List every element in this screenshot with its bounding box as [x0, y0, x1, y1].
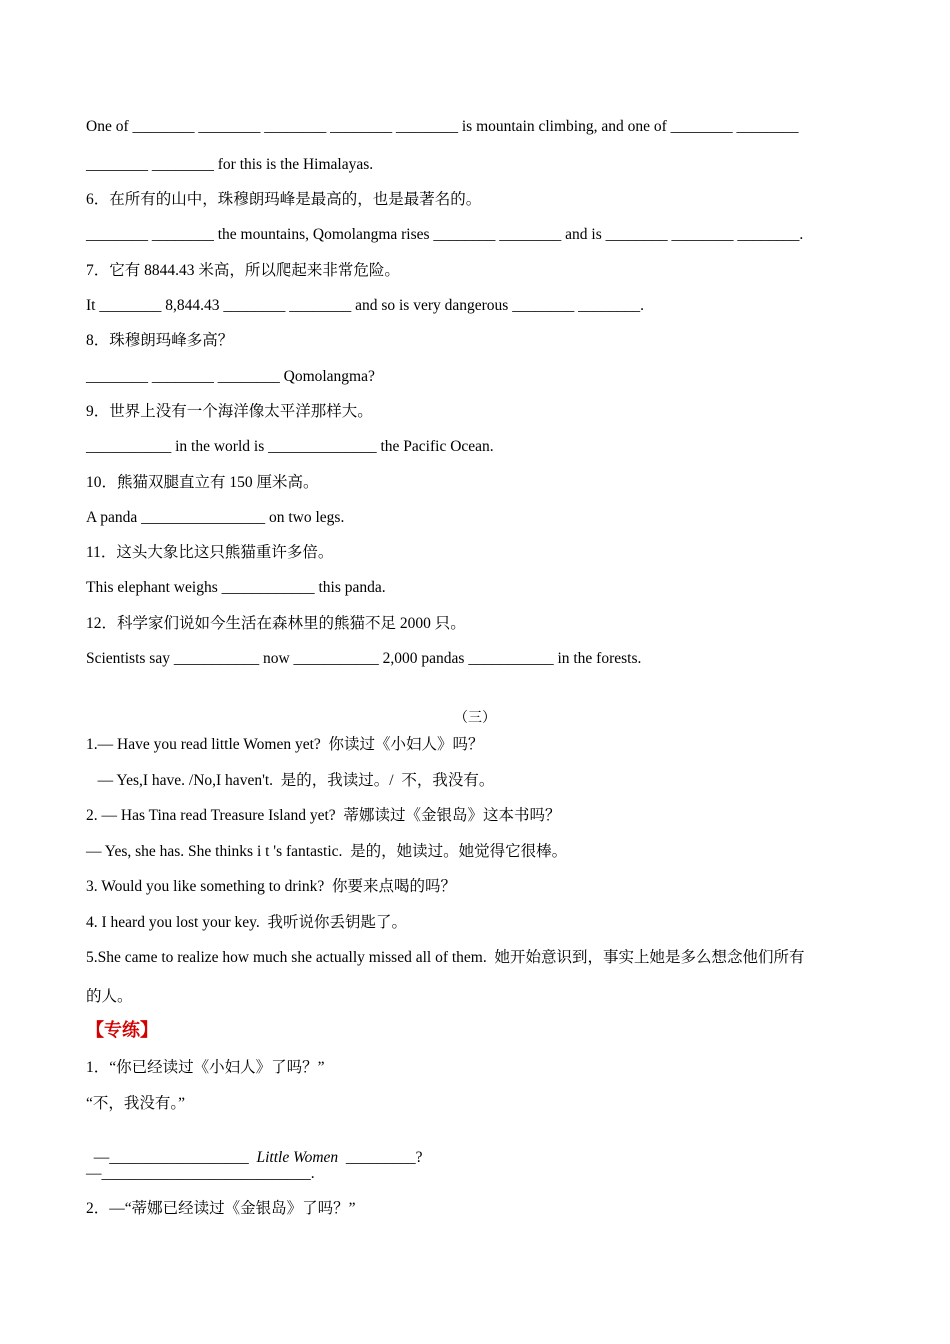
line-13: 11．这头大象比这只熊猫重许多倍。	[86, 544, 334, 561]
line-12: A panda ________________ on two legs.	[86, 509, 345, 526]
practice-q1-en-part-a: —__________________	[93, 1149, 257, 1166]
phrase-1-answer: — Yes,I have. /No,I haven't. 是的，我读过。/ 不，我没有。	[86, 772, 495, 789]
line-8: ________ ________ ________ Qomolangma?	[86, 368, 375, 385]
practice-q1-en-part-b: _________?	[338, 1149, 423, 1166]
phrase-4: 4. I heard you lost your key. 我听说你丢钥匙了。	[86, 914, 408, 931]
practice-q1-cn: 1．“你已经读过《小妇人》了吗？”	[86, 1059, 325, 1076]
line-15: 12．科学家们说如今生活在森林里的熊猫不足 2000 只。	[86, 615, 466, 632]
line-1: One of ________ ________ ________ ________ ________ is mountain climbing, and one of ________ ________	[86, 118, 799, 135]
phrase-2: 2. — Has Tina read Treasure Island yet? 蒂娜读过《金银岛》这本书吗？	[86, 807, 561, 824]
line-14: This elephant weighs ____________ this panda.	[86, 579, 386, 596]
practice-q2-cn: 2．—“蒂娜已经读过《金银岛》了吗？”	[86, 1200, 356, 1217]
section-title: （三）	[454, 711, 496, 726]
line-3: 6．在所有的山中，珠穆朗玛峰是最高的，也是最著名的。	[86, 191, 482, 208]
line-9: 9．世界上没有一个海洋像太平洋那样大。	[86, 403, 373, 420]
practice-q1-en-title: Little Women	[256, 1149, 339, 1166]
phrase-1: 1.— Have you read little Women yet? 你读过《小妇人》吗？	[86, 736, 484, 753]
practice-q1-en-answer: —___________________________.	[86, 1165, 315, 1182]
phrase-5-cont: 的人。	[86, 988, 133, 1005]
phrase-5: 5.She came to realize how much she actually missed all of them. 她开始意识到，事实上她是多么想念他们所有	[86, 949, 805, 966]
phrase-2-answer: — Yes, she has. She thinks i t 's fantastic. 是的，她读过。她觉得它很棒。	[86, 843, 568, 860]
line-10: ___________ in the world is ______________ the Pacific Ocean.	[86, 438, 494, 455]
line-2: ________ ________ for this is the Himalayas.	[86, 156, 374, 173]
practice-q1-en	[86, 1128, 423, 1168]
line-11: 10．熊猫双腿直立有 150 厘米高。	[86, 474, 319, 491]
phrase-3: 3. Would you like something to drink? 你要来点喝的吗？	[86, 878, 457, 895]
line-7: 8．珠穆朗玛峰多高？	[86, 332, 234, 349]
practice-heading: 【专练】	[86, 1020, 158, 1041]
line-5: 7．它有 8844.43 米高，所以爬起来非常危险。	[86, 262, 400, 279]
line-16: Scientists say ___________ now ___________ 2,000 pandas ___________ in the forests.	[86, 650, 642, 667]
line-6: It ________ 8,844.43 ________ ________ and so is very dangerous ________ ________.	[86, 297, 644, 314]
line-4: ________ ________ the mountains, Qomolangma rises ________ ________ and is ________ ________ ________.	[86, 226, 804, 243]
practice-q1-cn-answer: “不，我没有。”	[86, 1095, 186, 1112]
